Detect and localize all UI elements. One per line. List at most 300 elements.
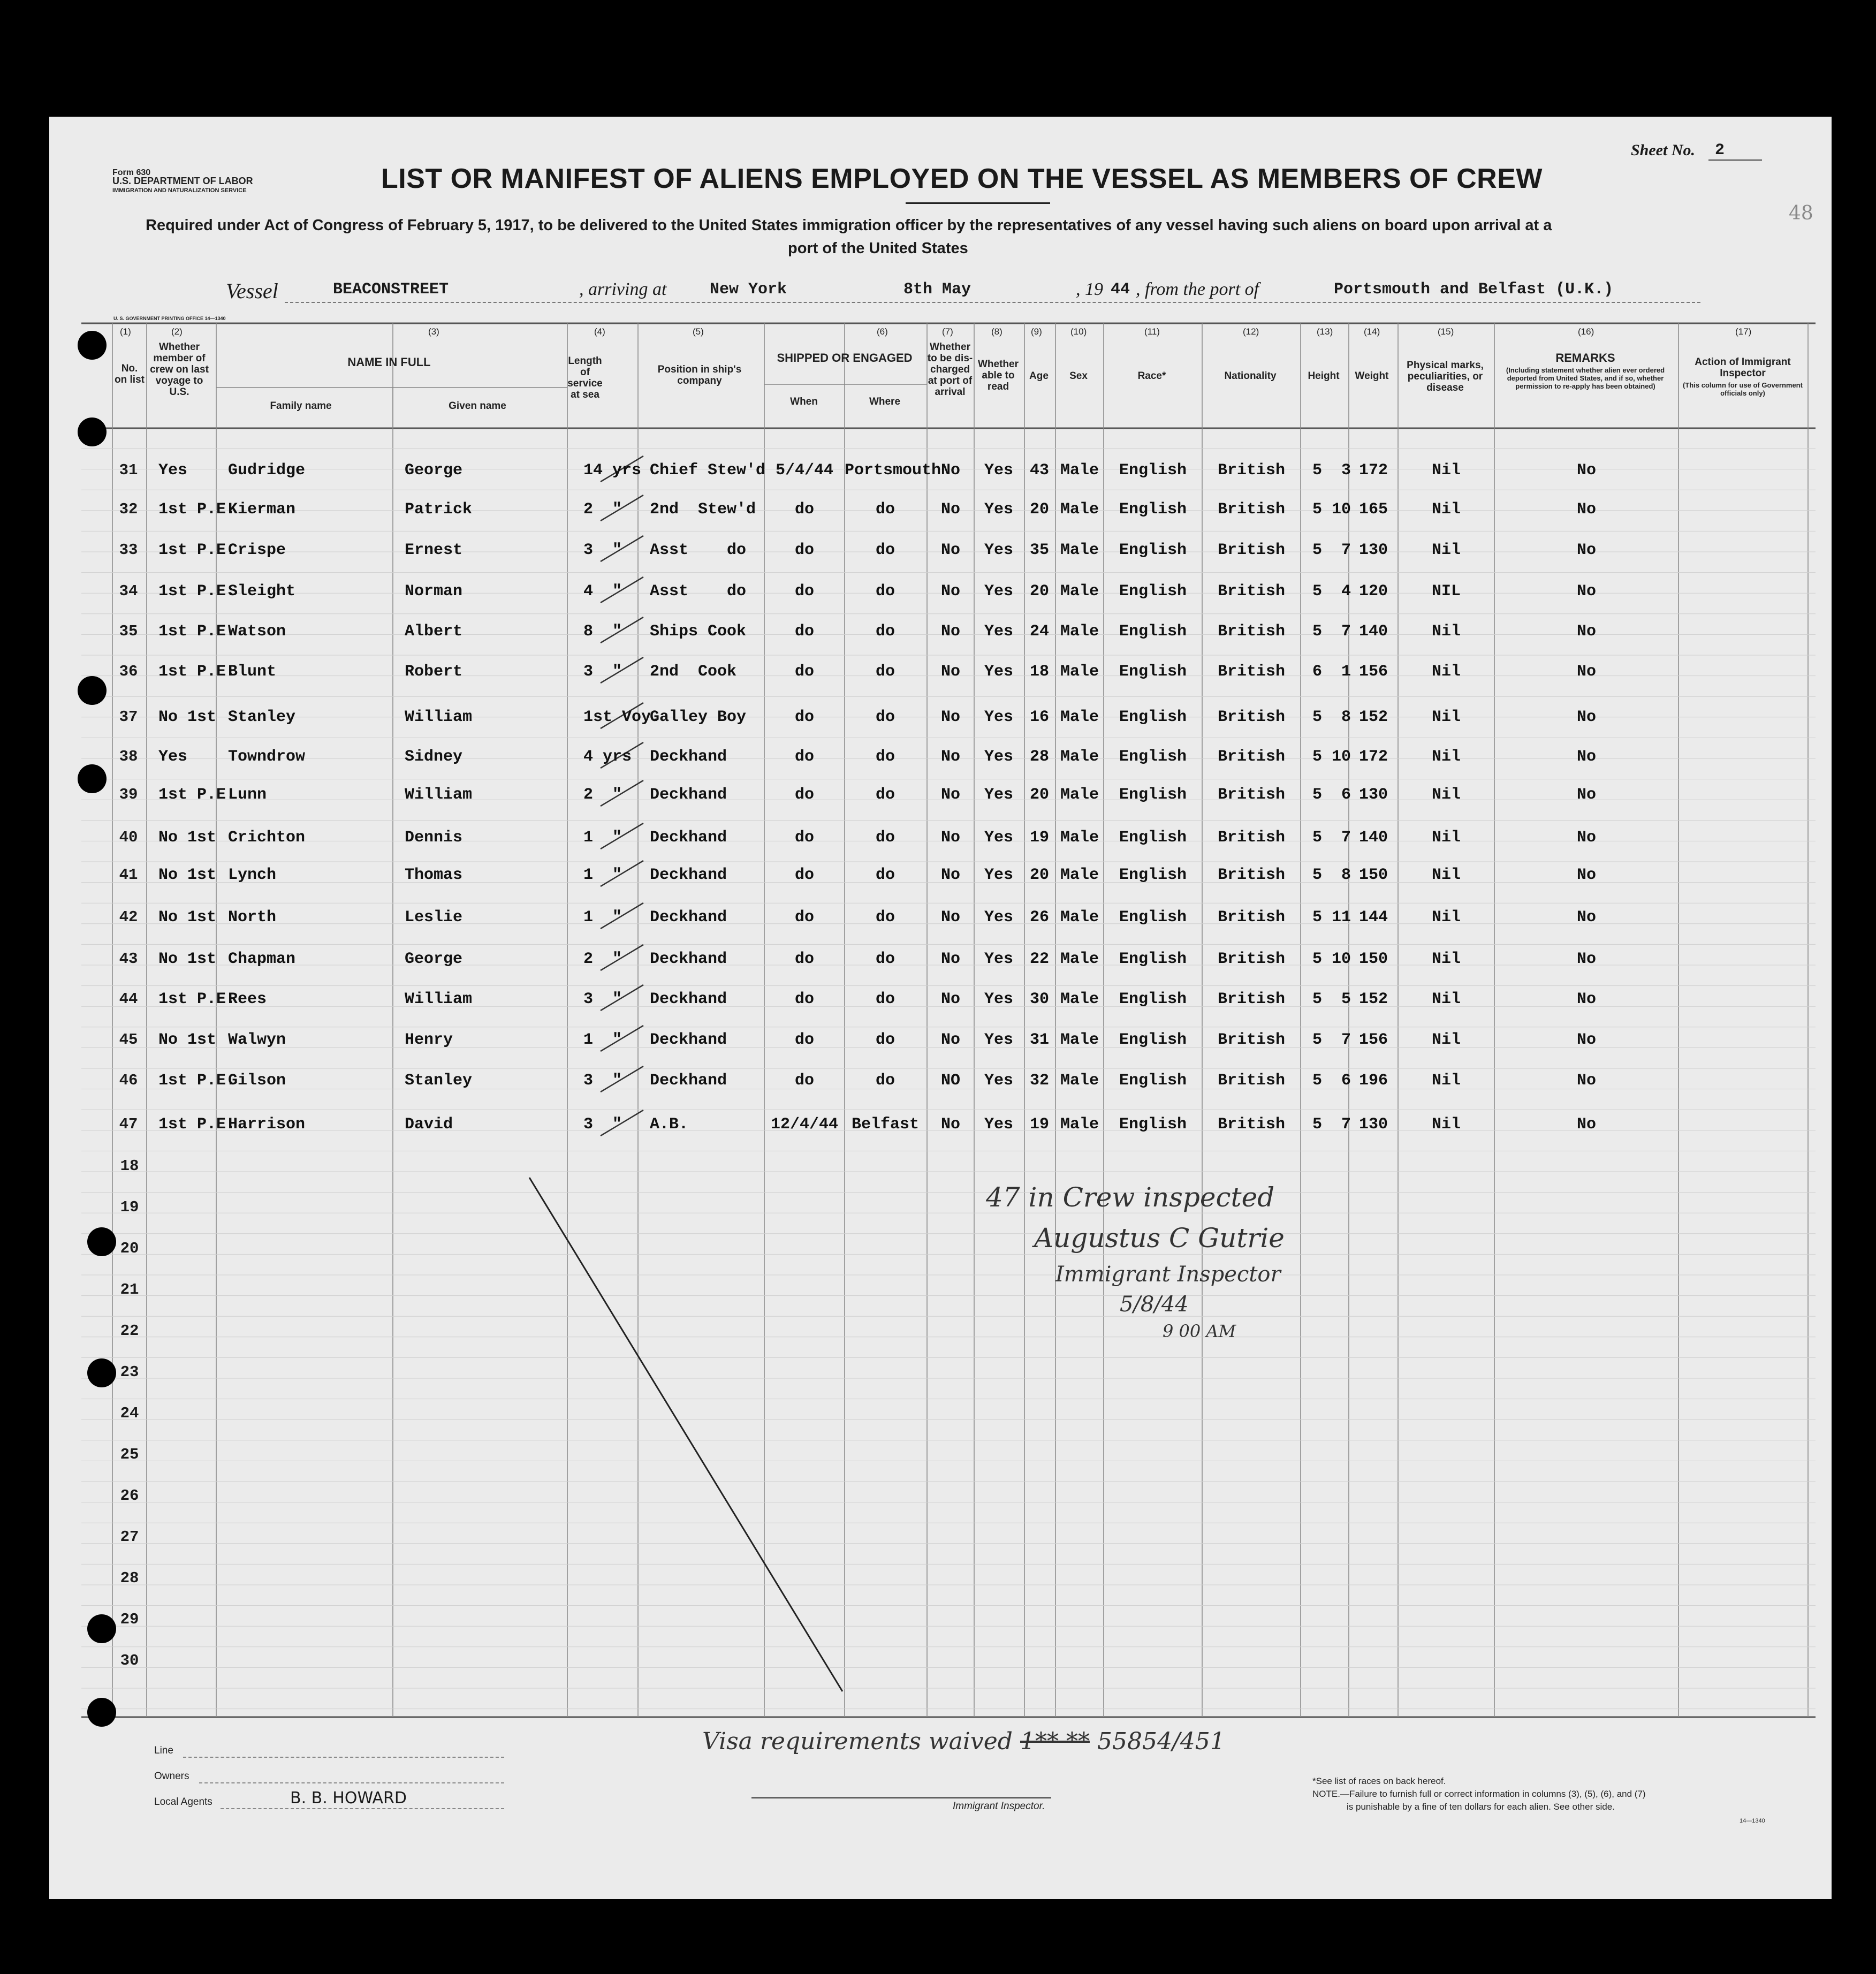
form-number: Form 630 bbox=[112, 168, 151, 177]
inspection-time: 9 00 AM bbox=[1163, 1321, 1236, 1341]
cell-when: do bbox=[794, 990, 814, 1008]
cell-age: 22 bbox=[1029, 950, 1049, 968]
cell-dis: No bbox=[940, 950, 960, 968]
cell-position: Deckhand bbox=[650, 1031, 727, 1049]
binder-hole bbox=[87, 1227, 116, 1256]
cell-family: Watson bbox=[228, 622, 286, 641]
cell-length: 8 " bbox=[583, 622, 622, 641]
blank-row-number: 27 bbox=[120, 1528, 139, 1546]
cell-given: Leslie bbox=[405, 908, 463, 927]
cell-length: 14 yrs bbox=[583, 461, 642, 480]
cell-rem: No bbox=[1576, 1031, 1596, 1049]
cell-sex: Male bbox=[1060, 708, 1099, 726]
cell-where: do bbox=[875, 829, 895, 847]
cell-given: David bbox=[405, 1115, 453, 1134]
cell-length: 2 " bbox=[583, 786, 622, 804]
cell-wt: 156 bbox=[1358, 663, 1388, 681]
cell-nat: British bbox=[1217, 582, 1286, 601]
cell-whether: 1st P.E. bbox=[158, 786, 236, 804]
cell-phys: Nil bbox=[1431, 708, 1461, 726]
line-label: Line bbox=[154, 1745, 173, 1756]
cell-age: 20 bbox=[1029, 500, 1049, 519]
cell-nat: British bbox=[1217, 950, 1286, 968]
cell-rem: No bbox=[1576, 786, 1596, 804]
cell-family: Lunn bbox=[228, 786, 267, 804]
cell-race: English bbox=[1119, 461, 1187, 480]
cell-nat: British bbox=[1217, 1072, 1286, 1090]
cell-ht: 5 3 bbox=[1312, 461, 1351, 480]
cell-dis: No bbox=[940, 622, 960, 641]
cell-family: Harrison bbox=[228, 1115, 306, 1134]
cell-read: Yes bbox=[984, 950, 1013, 968]
cell-where: do bbox=[875, 582, 895, 601]
cell-given: Robert bbox=[405, 663, 463, 681]
owners-label: Owners bbox=[154, 1771, 189, 1782]
column-number: (2) bbox=[171, 327, 183, 337]
cell-ht: 5 4 bbox=[1312, 582, 1351, 601]
cell-given: Dennis bbox=[405, 829, 463, 847]
cell-sex: Male bbox=[1060, 582, 1099, 601]
cell-nat: British bbox=[1217, 866, 1286, 884]
cell-rem: No bbox=[1576, 461, 1596, 480]
blank-row-number: 24 bbox=[120, 1404, 139, 1422]
cell-position: Deckhand bbox=[650, 990, 727, 1008]
cell-length: 1 " bbox=[583, 1031, 622, 1049]
cell-race: English bbox=[1119, 708, 1187, 726]
blank-row-number: 19 bbox=[120, 1198, 139, 1216]
column-number: (3) bbox=[428, 327, 439, 337]
cancel-line bbox=[49, 117, 1832, 1899]
cell-read: Yes bbox=[984, 708, 1013, 726]
cell-given: Henry bbox=[405, 1031, 453, 1049]
cell-length: 3 " bbox=[583, 1115, 622, 1134]
cell-age: 18 bbox=[1029, 663, 1049, 681]
cell-rem: No bbox=[1576, 1072, 1596, 1090]
cell-no: 46 bbox=[119, 1072, 138, 1089]
cell-where: do bbox=[875, 622, 895, 641]
cell-read: Yes bbox=[984, 541, 1013, 559]
line-underline bbox=[183, 1757, 504, 1758]
cell-when: do bbox=[794, 708, 814, 726]
cell-nat: British bbox=[1217, 1031, 1286, 1049]
subtitle-line-1: Required under Act of Congress of February 5, 1917, to be delivered to the United States immigration officer by the representatives of any vessel having such aliens on board upon arrival at a bbox=[146, 217, 1552, 234]
cell-where: do bbox=[875, 1031, 895, 1049]
col-sex: Sex bbox=[1069, 370, 1088, 382]
cell-wt: 156 bbox=[1358, 1031, 1388, 1049]
cell-sex: Male bbox=[1060, 908, 1099, 927]
cell-rem: No bbox=[1576, 1115, 1596, 1134]
cell-age: 19 bbox=[1029, 1115, 1049, 1134]
blank-row-number: 25 bbox=[120, 1446, 139, 1463]
col-remarks: REMARKS bbox=[1555, 351, 1615, 365]
cell-sex: Male bbox=[1060, 622, 1099, 641]
arriving-port: New York bbox=[710, 280, 787, 299]
cell-wt: 130 bbox=[1358, 786, 1388, 804]
binder-hole bbox=[87, 1358, 116, 1387]
cell-dis: No bbox=[940, 461, 960, 480]
binder-hole bbox=[78, 764, 107, 793]
cell-rem: No bbox=[1576, 829, 1596, 847]
cell-wt: 130 bbox=[1358, 1115, 1388, 1134]
cell-whether: 1st P.E. bbox=[158, 582, 236, 601]
cell-age: 26 bbox=[1029, 908, 1049, 927]
page-title: LIST OR MANIFEST OF ALIENS EMPLOYED ON THE VESSEL AS MEMBERS OF CREW bbox=[381, 163, 1543, 194]
cell-sex: Male bbox=[1060, 1072, 1099, 1090]
cell-rem: No bbox=[1576, 908, 1596, 927]
binder-hole bbox=[78, 417, 107, 446]
cell-ht: 5 6 bbox=[1312, 786, 1351, 804]
cell-when: do bbox=[794, 1031, 814, 1049]
cell-position: Deckhand bbox=[650, 866, 727, 884]
cell-no: 32 bbox=[119, 500, 138, 518]
cell-ht: 5 7 bbox=[1312, 541, 1351, 559]
column-number: (7) bbox=[942, 327, 953, 337]
cell-sex: Male bbox=[1060, 786, 1099, 804]
cell-length: 2 " bbox=[583, 950, 622, 968]
cell-when: do bbox=[794, 500, 814, 519]
cell-where: do bbox=[875, 908, 895, 927]
col-action-note: (This column for use of Government officials only) bbox=[1683, 381, 1803, 397]
cell-position: A.B. bbox=[650, 1115, 689, 1134]
cell-family: Blunt bbox=[228, 663, 277, 681]
cell-length: 3 " bbox=[583, 990, 622, 1008]
cell-dis: No bbox=[940, 663, 960, 681]
arrival-year: 44 bbox=[1111, 280, 1130, 299]
cell-phys: Nil bbox=[1431, 829, 1461, 847]
cell-whether: 1st P.E. bbox=[158, 1115, 236, 1134]
cell-when: do bbox=[794, 748, 814, 766]
cell-where: do bbox=[875, 786, 895, 804]
cell-position: Ships Cook bbox=[650, 622, 747, 641]
cell-nat: British bbox=[1217, 829, 1286, 847]
cell-wt: 140 bbox=[1358, 829, 1388, 847]
cell-ht: 5 8 bbox=[1312, 866, 1351, 884]
cell-where: Belfast bbox=[851, 1115, 920, 1134]
cell-position: Deckhand bbox=[650, 748, 727, 766]
cell-wt: 152 bbox=[1358, 708, 1388, 726]
column-number: (12) bbox=[1243, 327, 1259, 337]
cell-race: English bbox=[1119, 908, 1187, 927]
cell-ht: 5 11 bbox=[1312, 908, 1351, 927]
cell-when: do bbox=[794, 908, 814, 927]
cell-age: 20 bbox=[1029, 866, 1049, 884]
from-port: Portsmouth and Belfast (U.K.) bbox=[1334, 280, 1614, 299]
cell-sex: Male bbox=[1060, 990, 1099, 1008]
col-race: Race* bbox=[1137, 370, 1166, 382]
binder-hole bbox=[87, 1698, 116, 1727]
cell-position: 2nd Cook bbox=[650, 663, 737, 681]
cell-dis: No bbox=[940, 908, 960, 927]
col-action: Action of Immigrant Inspector bbox=[1695, 356, 1791, 379]
cell-rem: No bbox=[1576, 622, 1596, 641]
column-number: (14) bbox=[1364, 327, 1380, 337]
cell-family: Lynch bbox=[228, 866, 277, 884]
cell-whether: 1st P.E. bbox=[158, 1072, 236, 1090]
cell-whether: No 1st bbox=[158, 866, 217, 884]
cell-where: do bbox=[875, 748, 895, 766]
cell-given: William bbox=[405, 786, 473, 804]
cell-age: 20 bbox=[1029, 582, 1049, 601]
cell-family: Gudridge bbox=[228, 461, 306, 480]
cell-wt: 120 bbox=[1358, 582, 1388, 601]
cell-where: do bbox=[875, 708, 895, 726]
cell-rem: No bbox=[1576, 663, 1596, 681]
cell-sex: Male bbox=[1060, 1031, 1099, 1049]
blank-row-number: 18 bbox=[120, 1157, 139, 1175]
cell-no: 45 bbox=[119, 1031, 138, 1049]
cell-no: 41 bbox=[119, 866, 138, 884]
cell-ht: 5 7 bbox=[1312, 622, 1351, 641]
column-number: (10) bbox=[1070, 327, 1087, 337]
inspector-signature: Augustus C Gutrie bbox=[1034, 1223, 1285, 1254]
column-number: (6) bbox=[877, 327, 888, 337]
inspection-note: 47 in Crew inspected bbox=[986, 1182, 1275, 1213]
agents-underline bbox=[221, 1808, 504, 1809]
cell-read: Yes bbox=[984, 1031, 1013, 1049]
blank-row-number: 30 bbox=[120, 1652, 139, 1669]
cell-rem: No bbox=[1576, 866, 1596, 884]
cell-dis: No bbox=[940, 990, 960, 1008]
cell-when: do bbox=[794, 950, 814, 968]
cell-read: Yes bbox=[984, 908, 1013, 927]
cell-ht: 5 5 bbox=[1312, 990, 1351, 1008]
cell-nat: British bbox=[1217, 1115, 1286, 1134]
col-read: Whether able to read bbox=[978, 359, 1019, 392]
cell-race: English bbox=[1119, 829, 1187, 847]
cell-read: Yes bbox=[984, 461, 1013, 480]
cell-when: do bbox=[794, 541, 814, 559]
cell-read: Yes bbox=[984, 866, 1013, 884]
cell-nat: British bbox=[1217, 663, 1286, 681]
vessel-label: Vessel bbox=[226, 279, 278, 303]
col-nationality: Nationality bbox=[1224, 370, 1277, 382]
cell-wt: 172 bbox=[1358, 748, 1388, 766]
col-no: No. on list bbox=[115, 363, 145, 385]
cell-read: Yes bbox=[984, 500, 1013, 519]
cell-position: Asst do bbox=[650, 582, 747, 601]
inspector-label: Immigrant Inspector. bbox=[953, 1801, 1045, 1812]
cell-family: Walwyn bbox=[228, 1031, 286, 1049]
service: IMMIGRATION AND NATURALIZATION SERVICE bbox=[112, 187, 247, 194]
blank-row-number: 28 bbox=[120, 1569, 139, 1587]
col-family: Family name bbox=[270, 400, 332, 412]
cell-read: Yes bbox=[984, 990, 1013, 1008]
binder-hole bbox=[78, 676, 107, 705]
cell-length: 4 " bbox=[583, 582, 622, 601]
cell-no: 37 bbox=[119, 708, 138, 726]
col-discharged: Whether to be dis-charged at port of arrival bbox=[927, 341, 973, 398]
agents-label: Local Agents bbox=[154, 1796, 212, 1808]
cell-rem: No bbox=[1576, 950, 1596, 968]
inspector-line bbox=[751, 1797, 1051, 1798]
blank-row-number: 23 bbox=[120, 1363, 139, 1381]
cell-no: 35 bbox=[119, 622, 138, 640]
cell-length: 1st Voy. bbox=[583, 708, 661, 726]
cell-read: Yes bbox=[984, 1072, 1013, 1090]
column-number: (9) bbox=[1031, 327, 1042, 337]
cell-phys: Nil bbox=[1431, 461, 1461, 480]
cell-family: Crichton bbox=[228, 829, 306, 847]
cell-when: do bbox=[794, 866, 814, 884]
from-label: , from the port of bbox=[1136, 279, 1259, 299]
cell-length: 3 " bbox=[583, 1072, 622, 1090]
cell-phys: Nil bbox=[1431, 541, 1461, 559]
cell-whether: No 1st bbox=[158, 708, 217, 726]
column-number: (4) bbox=[594, 327, 605, 337]
cell-dis: No bbox=[940, 829, 960, 847]
corner-note: 48 bbox=[1789, 202, 1813, 224]
col-weight: Weight bbox=[1355, 370, 1389, 382]
column-number: (8) bbox=[991, 327, 1002, 337]
cell-age: 35 bbox=[1029, 541, 1049, 559]
cell-position: Chief Stew'd bbox=[650, 461, 766, 480]
cell-dis: No bbox=[940, 708, 960, 726]
column-number: (15) bbox=[1438, 327, 1454, 337]
cell-when: do bbox=[794, 1072, 814, 1090]
cell-race: English bbox=[1119, 1031, 1187, 1049]
cell-read: Yes bbox=[984, 582, 1013, 601]
cell-given: George bbox=[405, 461, 463, 480]
sheet-label: Sheet No. bbox=[1631, 141, 1695, 159]
cell-wt: 150 bbox=[1358, 866, 1388, 884]
cell-no: 39 bbox=[119, 786, 138, 803]
cell-wt: 150 bbox=[1358, 950, 1388, 968]
col-where: Where bbox=[869, 396, 901, 407]
cell-family: Stanley bbox=[228, 708, 296, 726]
inspector-title: Immigrant Inspector bbox=[1055, 1262, 1281, 1287]
cell-no: 38 bbox=[119, 748, 138, 765]
cell-whether: No 1st bbox=[158, 1031, 217, 1049]
cell-length: 2 " bbox=[583, 500, 622, 519]
col-length: Length of service at sea bbox=[567, 355, 603, 400]
cell-position: Deckhand bbox=[650, 829, 727, 847]
cell-ht: 5 7 bbox=[1312, 1115, 1351, 1134]
cell-phys: Nil bbox=[1431, 786, 1461, 804]
cell-age: 32 bbox=[1029, 1072, 1049, 1090]
cell-phys: Nil bbox=[1431, 908, 1461, 927]
col-remarks-note: (Including statement whether alien ever ordered deported from United States, and if so, whether permission to re-apply has been obtained) bbox=[1506, 366, 1665, 390]
visa-waiver-text: Visa requirements waived bbox=[702, 1728, 1013, 1755]
cell-where: do bbox=[875, 500, 895, 519]
cell-position: Deckhand bbox=[650, 908, 727, 927]
cell-phys: Nil bbox=[1431, 990, 1461, 1008]
footnote-races: *See list of races on back hereof. bbox=[1312, 1776, 1446, 1786]
arriving-label: , arriving at bbox=[579, 279, 667, 299]
cell-given: Thomas bbox=[405, 866, 463, 884]
cell-whether: Yes bbox=[158, 461, 188, 480]
cell-family: Towndrow bbox=[228, 748, 306, 766]
print-code: 14—1340 bbox=[1740, 1818, 1765, 1824]
cell-given: Ernest bbox=[405, 541, 463, 559]
cell-dis: No bbox=[940, 541, 960, 559]
cell-where: do bbox=[875, 1072, 895, 1090]
col-given: Given name bbox=[449, 400, 506, 412]
cell-sex: Male bbox=[1060, 1115, 1099, 1134]
cell-rem: No bbox=[1576, 708, 1596, 726]
cell-when: do bbox=[794, 622, 814, 641]
cell-race: English bbox=[1119, 786, 1187, 804]
cell-read: Yes bbox=[984, 786, 1013, 804]
cell-wt: 165 bbox=[1358, 500, 1388, 519]
cell-wt: 196 bbox=[1358, 1072, 1388, 1090]
col-whether: Whether member of crew on last voyage to U.S. bbox=[150, 341, 209, 398]
cell-phys: Nil bbox=[1431, 950, 1461, 968]
col-when: When bbox=[790, 396, 818, 407]
cell-race: English bbox=[1119, 541, 1187, 559]
cell-ht: 6 1 bbox=[1312, 663, 1351, 681]
cell-when: 12/4/44 bbox=[770, 1115, 839, 1134]
cell-age: 30 bbox=[1029, 990, 1049, 1008]
cell-sex: Male bbox=[1060, 829, 1099, 847]
cell-dis: No bbox=[940, 866, 960, 884]
cell-position: Galley Boy bbox=[650, 708, 747, 726]
cell-given: Norman bbox=[405, 582, 463, 601]
col-age: Age bbox=[1029, 370, 1049, 382]
cell-given: Sidney bbox=[405, 748, 463, 766]
owners-underline bbox=[199, 1782, 504, 1783]
cell-phys: Nil bbox=[1431, 1115, 1461, 1134]
cell-wt: 130 bbox=[1358, 541, 1388, 559]
department: U.S. DEPARTMENT OF LABOR bbox=[112, 176, 253, 186]
cell-where: do bbox=[875, 663, 895, 681]
column-number: (16) bbox=[1578, 327, 1594, 337]
binder-hole bbox=[78, 331, 107, 360]
cell-when: do bbox=[794, 786, 814, 804]
year-prefix: , 19 bbox=[1076, 279, 1103, 299]
cell-given: Stanley bbox=[405, 1072, 473, 1090]
blank-row-number: 20 bbox=[120, 1240, 139, 1257]
blank-row-number: 22 bbox=[120, 1322, 139, 1340]
cell-phys: Nil bbox=[1431, 622, 1461, 641]
cell-where: Portsmouth bbox=[845, 461, 941, 480]
cell-whether: 1st P.E. bbox=[158, 500, 236, 519]
agents-value: B. B. HOWARD bbox=[290, 1789, 407, 1808]
cell-phys: Nil bbox=[1431, 748, 1461, 766]
cell-age: 19 bbox=[1029, 829, 1049, 847]
cell-when: do bbox=[794, 582, 814, 601]
cell-age: 31 bbox=[1029, 1031, 1049, 1049]
cell-no: 34 bbox=[119, 582, 138, 600]
cell-phys: Nil bbox=[1431, 663, 1461, 681]
blank-row-number: 26 bbox=[120, 1487, 139, 1505]
cell-sex: Male bbox=[1060, 748, 1099, 766]
cell-no: 42 bbox=[119, 908, 138, 926]
cell-no: 47 bbox=[119, 1115, 138, 1133]
cell-nat: British bbox=[1217, 622, 1286, 641]
column-number: (13) bbox=[1317, 327, 1333, 337]
cell-when: 5/4/44 bbox=[775, 461, 834, 480]
cell-dis: No bbox=[940, 582, 960, 601]
cell-length: 4 yrs bbox=[583, 748, 632, 766]
cell-nat: British bbox=[1217, 461, 1286, 480]
cell-position: Deckhand bbox=[650, 950, 727, 968]
cell-given: Albert bbox=[405, 622, 463, 641]
cell-race: English bbox=[1119, 1115, 1187, 1134]
cell-race: English bbox=[1119, 622, 1187, 641]
cell-sex: Male bbox=[1060, 500, 1099, 519]
cell-whether: 1st P.E. bbox=[158, 663, 236, 681]
cell-wt: 140 bbox=[1358, 622, 1388, 641]
col-shipped: SHIPPED OR ENGAGED bbox=[777, 351, 913, 365]
cell-no: 36 bbox=[119, 663, 138, 680]
cell-where: do bbox=[875, 866, 895, 884]
col-name: NAME IN FULL bbox=[347, 355, 431, 369]
cell-race: English bbox=[1119, 663, 1187, 681]
cell-whether: No 1st bbox=[158, 908, 217, 927]
cell-nat: British bbox=[1217, 990, 1286, 1008]
cell-where: do bbox=[875, 950, 895, 968]
cell-whether: 1st P.E. bbox=[158, 990, 236, 1008]
